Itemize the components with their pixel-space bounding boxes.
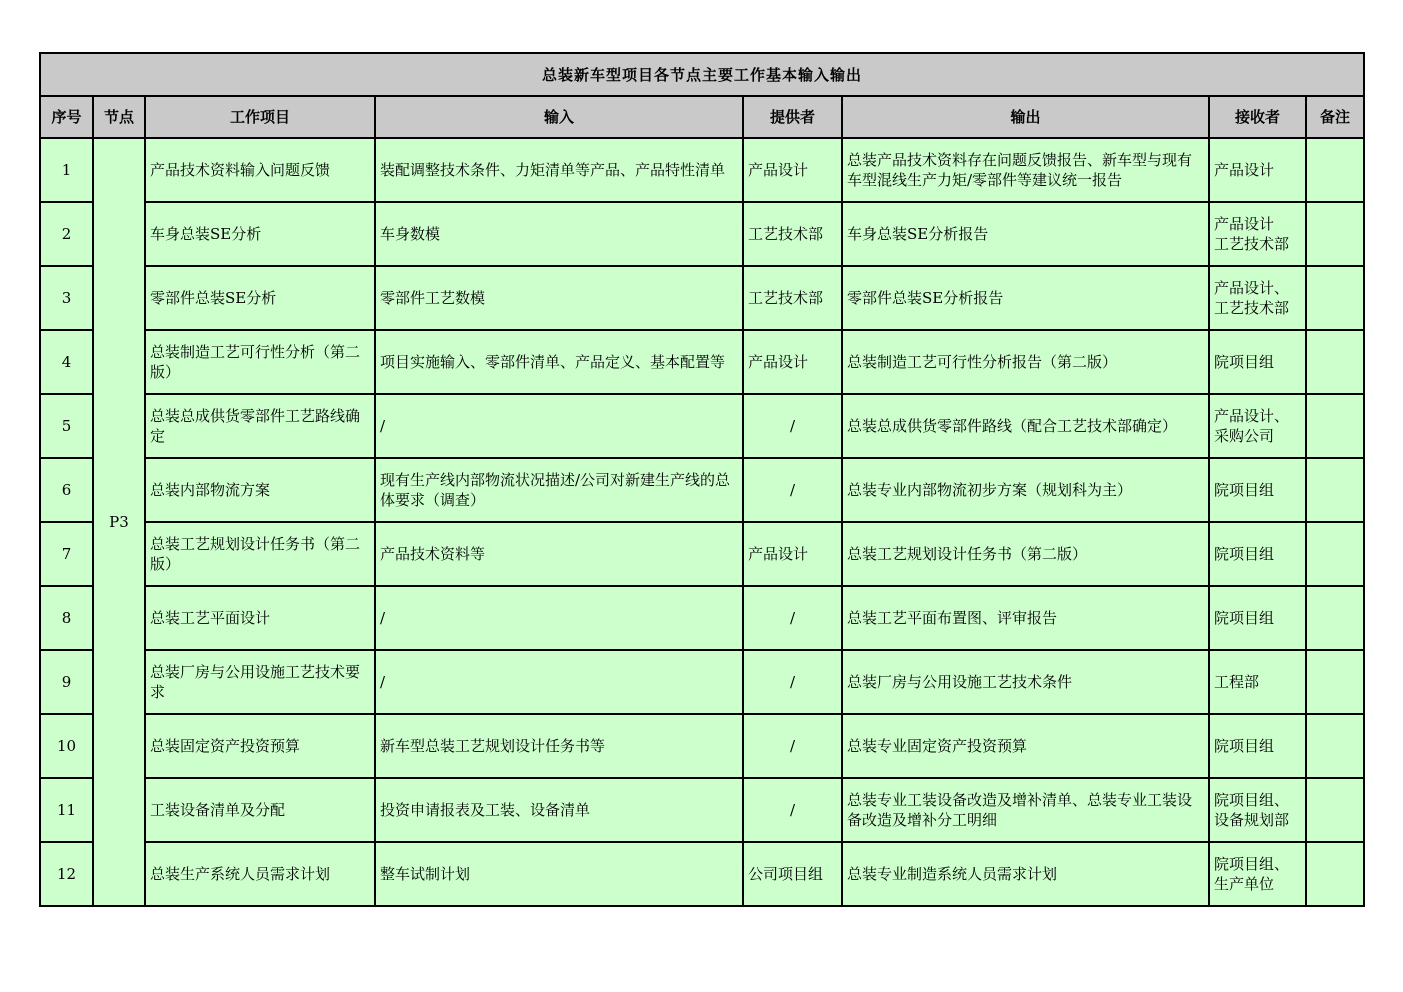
row-output: 总装总成供货零部件路线（配合工艺技术部确定） — [842, 394, 1209, 458]
header-seq: 序号 — [40, 96, 93, 138]
row-item: 总装工艺平面设计 — [145, 586, 375, 650]
header-row — [40, 96, 1364, 138]
row-provider: / — [743, 394, 842, 458]
row-input: / — [375, 586, 743, 650]
row-item: 零部件总装SE分析 — [145, 266, 375, 330]
row-receiver: 院项目组 — [1209, 330, 1306, 394]
row-output: 车身总装SE分析报告 — [842, 202, 1209, 266]
row-item: 总装厂房与公用设施工艺技术要求 — [145, 650, 375, 714]
row-provider: / — [743, 458, 842, 522]
table-row — [40, 394, 1364, 458]
row-remark — [1306, 842, 1364, 906]
row-output: 总装专业制造系统人员需求计划 — [842, 842, 1209, 906]
header-node: 节点 — [93, 96, 145, 138]
row-receiver: 院项目组、 生产单位 — [1209, 842, 1306, 906]
row-seq: 5 — [40, 394, 93, 458]
row-input: / — [375, 650, 743, 714]
io-table — [39, 52, 1365, 907]
row-seq: 7 — [40, 522, 93, 586]
row-input: / — [375, 394, 743, 458]
row-receiver: 产品设计、 采购公司 — [1209, 394, 1306, 458]
row-receiver: 产品设计 — [1209, 138, 1306, 202]
row-item: 工装设备清单及分配 — [145, 778, 375, 842]
table-row — [40, 714, 1364, 778]
row-provider: 产品设计 — [743, 138, 842, 202]
row-item: 总装内部物流方案 — [145, 458, 375, 522]
row-output: 总装产品技术资料存在问题反馈报告、新车型与现有车型混线生产力矩/零部件等建议统一报告 — [842, 138, 1209, 202]
header-provider: 提供者 — [743, 96, 842, 138]
row-seq: 1 — [40, 138, 93, 202]
row-receiver: 院项目组 — [1209, 522, 1306, 586]
header-remark: 备注 — [1306, 96, 1364, 138]
table-row — [40, 842, 1364, 906]
row-item: 总装制造工艺可行性分析（第二版） — [145, 330, 375, 394]
table-row — [40, 586, 1364, 650]
sheet-title: 总装新车型项目各节点主要工作基本输入输出 — [40, 53, 1364, 96]
row-receiver: 院项目组 — [1209, 586, 1306, 650]
row-seq: 8 — [40, 586, 93, 650]
row-input: 装配调整技术条件、力矩清单等产品、产品特性清单 — [375, 138, 743, 202]
row-input: 车身数模 — [375, 202, 743, 266]
row-output: 零部件总装SE分析报告 — [842, 266, 1209, 330]
row-output: 总装专业工装设备改造及增补清单、总装专业工装设备改造及增补分工明细 — [842, 778, 1209, 842]
row-remark — [1306, 714, 1364, 778]
table-row — [40, 330, 1364, 394]
table-body — [40, 138, 1364, 906]
row-item: 总装总成供货零部件工艺路线确定 — [145, 394, 375, 458]
row-input: 零部件工艺数模 — [375, 266, 743, 330]
row-output: 总装工艺平面布置图、评审报告 — [842, 586, 1209, 650]
table-row — [40, 778, 1364, 842]
row-provider: 工艺技术部 — [743, 202, 842, 266]
header-input: 输入 — [375, 96, 743, 138]
row-input: 产品技术资料等 — [375, 522, 743, 586]
row-remark — [1306, 458, 1364, 522]
row-receiver: 产品设计、 工艺技术部 — [1209, 266, 1306, 330]
row-receiver: 院项目组 — [1209, 714, 1306, 778]
row-input: 新车型总装工艺规划设计任务书等 — [375, 714, 743, 778]
row-seq: 12 — [40, 842, 93, 906]
header-output: 输出 — [842, 96, 1209, 138]
row-remark — [1306, 202, 1364, 266]
row-remark — [1306, 330, 1364, 394]
row-remark — [1306, 138, 1364, 202]
row-item: 总装生产系统人员需求计划 — [145, 842, 375, 906]
row-remark — [1306, 266, 1364, 330]
row-item: 车身总装SE分析 — [145, 202, 375, 266]
row-provider: / — [743, 650, 842, 714]
row-item: 总装固定资产投资预算 — [145, 714, 375, 778]
table-row — [40, 522, 1364, 586]
row-provider: 公司项目组 — [743, 842, 842, 906]
row-seq: 4 — [40, 330, 93, 394]
row-remark — [1306, 778, 1364, 842]
table-row — [40, 266, 1364, 330]
header-receiver: 接收者 — [1209, 96, 1306, 138]
row-seq: 9 — [40, 650, 93, 714]
row-item: 产品技术资料输入问题反馈 — [145, 138, 375, 202]
row-remark — [1306, 394, 1364, 458]
table-row — [40, 202, 1364, 266]
row-input: 现有生产线内部物流状况描述/公司对新建生产线的总体要求（调查） — [375, 458, 743, 522]
row-provider: 工艺技术部 — [743, 266, 842, 330]
row-input: 整车试制计划 — [375, 842, 743, 906]
row-remark — [1306, 650, 1364, 714]
row-output: 总装工艺规划设计任务书（第二版） — [842, 522, 1209, 586]
row-seq: 2 — [40, 202, 93, 266]
table-row — [40, 458, 1364, 522]
row-receiver: 院项目组 — [1209, 458, 1306, 522]
row-output: 总装厂房与公用设施工艺技术条件 — [842, 650, 1209, 714]
row-provider: / — [743, 586, 842, 650]
row-output: 总装专业内部物流初步方案（规划科为主） — [842, 458, 1209, 522]
row-receiver: 产品设计 工艺技术部 — [1209, 202, 1306, 266]
row-provider: / — [743, 778, 842, 842]
row-receiver: 院项目组、 设备规划部 — [1209, 778, 1306, 842]
row-seq: 11 — [40, 778, 93, 842]
row-output: 总装专业固定资产投资预算 — [842, 714, 1209, 778]
table-row — [40, 650, 1364, 714]
header-item: 工作项目 — [145, 96, 375, 138]
row-input: 投资申请报表及工装、设备清单 — [375, 778, 743, 842]
row-provider: 产品设计 — [743, 522, 842, 586]
row-seq: 6 — [40, 458, 93, 522]
row-item: 总装工艺规划设计任务书（第二版） — [145, 522, 375, 586]
row-receiver: 工程部 — [1209, 650, 1306, 714]
row-remark — [1306, 522, 1364, 586]
row-provider: / — [743, 714, 842, 778]
row-seq: 3 — [40, 266, 93, 330]
table-row — [40, 138, 1364, 202]
row-output: 总装制造工艺可行性分析报告（第二版） — [842, 330, 1209, 394]
node-label: P3 — [93, 138, 145, 906]
row-remark — [1306, 586, 1364, 650]
row-seq: 10 — [40, 714, 93, 778]
row-provider: 产品设计 — [743, 330, 842, 394]
row-input: 项目实施输入、零部件清单、产品定义、基本配置等 — [375, 330, 743, 394]
